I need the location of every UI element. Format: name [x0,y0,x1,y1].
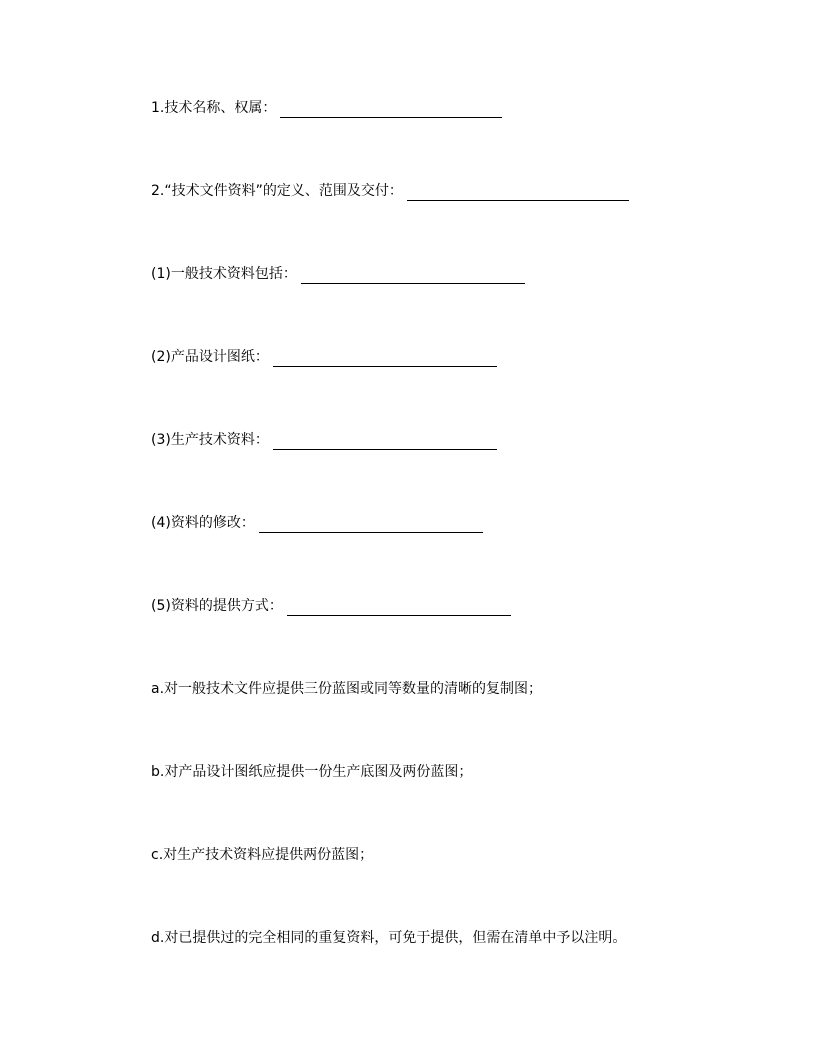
clause-technology-name-ownership [151,96,502,120]
clause-material-provision-method [151,594,511,618]
clause-general-technical-materials [151,262,525,286]
fill-in-blank[interactable] [273,350,497,367]
clause-technical-documents-definition [151,179,629,203]
clause-label: (4)资料的修改： [151,515,255,531]
clause-material-modification [151,511,483,535]
clause-product-design-drawings [151,345,497,369]
clause-text: b.对产品设计图纸应提供一份生产底图及两份蓝图； [151,764,473,780]
clause-text: a.对一般技术文件应提供三份蓝图或同等数量的清晰的复制图； [151,681,543,697]
clause-item-a [151,677,542,701]
clause-text: c.对生产技术资料应提供两份蓝图； [151,847,374,863]
clause-label: (5)资料的提供方式： [151,598,283,614]
fill-in-blank[interactable] [287,599,511,616]
fill-in-blank[interactable] [280,101,502,118]
clause-item-b [151,760,472,784]
fill-in-blank[interactable] [259,516,483,533]
clause-item-c [151,843,373,867]
clause-item-d [151,926,626,950]
clause-label: (2)产品设计图纸： [151,349,269,365]
clause-label: (3)生产技术资料： [151,432,269,448]
fill-in-blank[interactable] [407,184,629,201]
clause-label: 1.技术名称、权属： [151,100,277,116]
clause-label: (1)一般技术资料包括： [151,266,297,282]
clause-production-technical-materials [151,428,497,452]
fill-in-blank[interactable] [273,433,497,450]
clause-text: d.对已提供过的完全相同的重复资料，可免于提供，但需在清单中予以注明。 [151,930,627,946]
clause-label: 2.“技术文件资料”的定义、范围及交付： [151,183,403,199]
fill-in-blank[interactable] [301,267,525,284]
